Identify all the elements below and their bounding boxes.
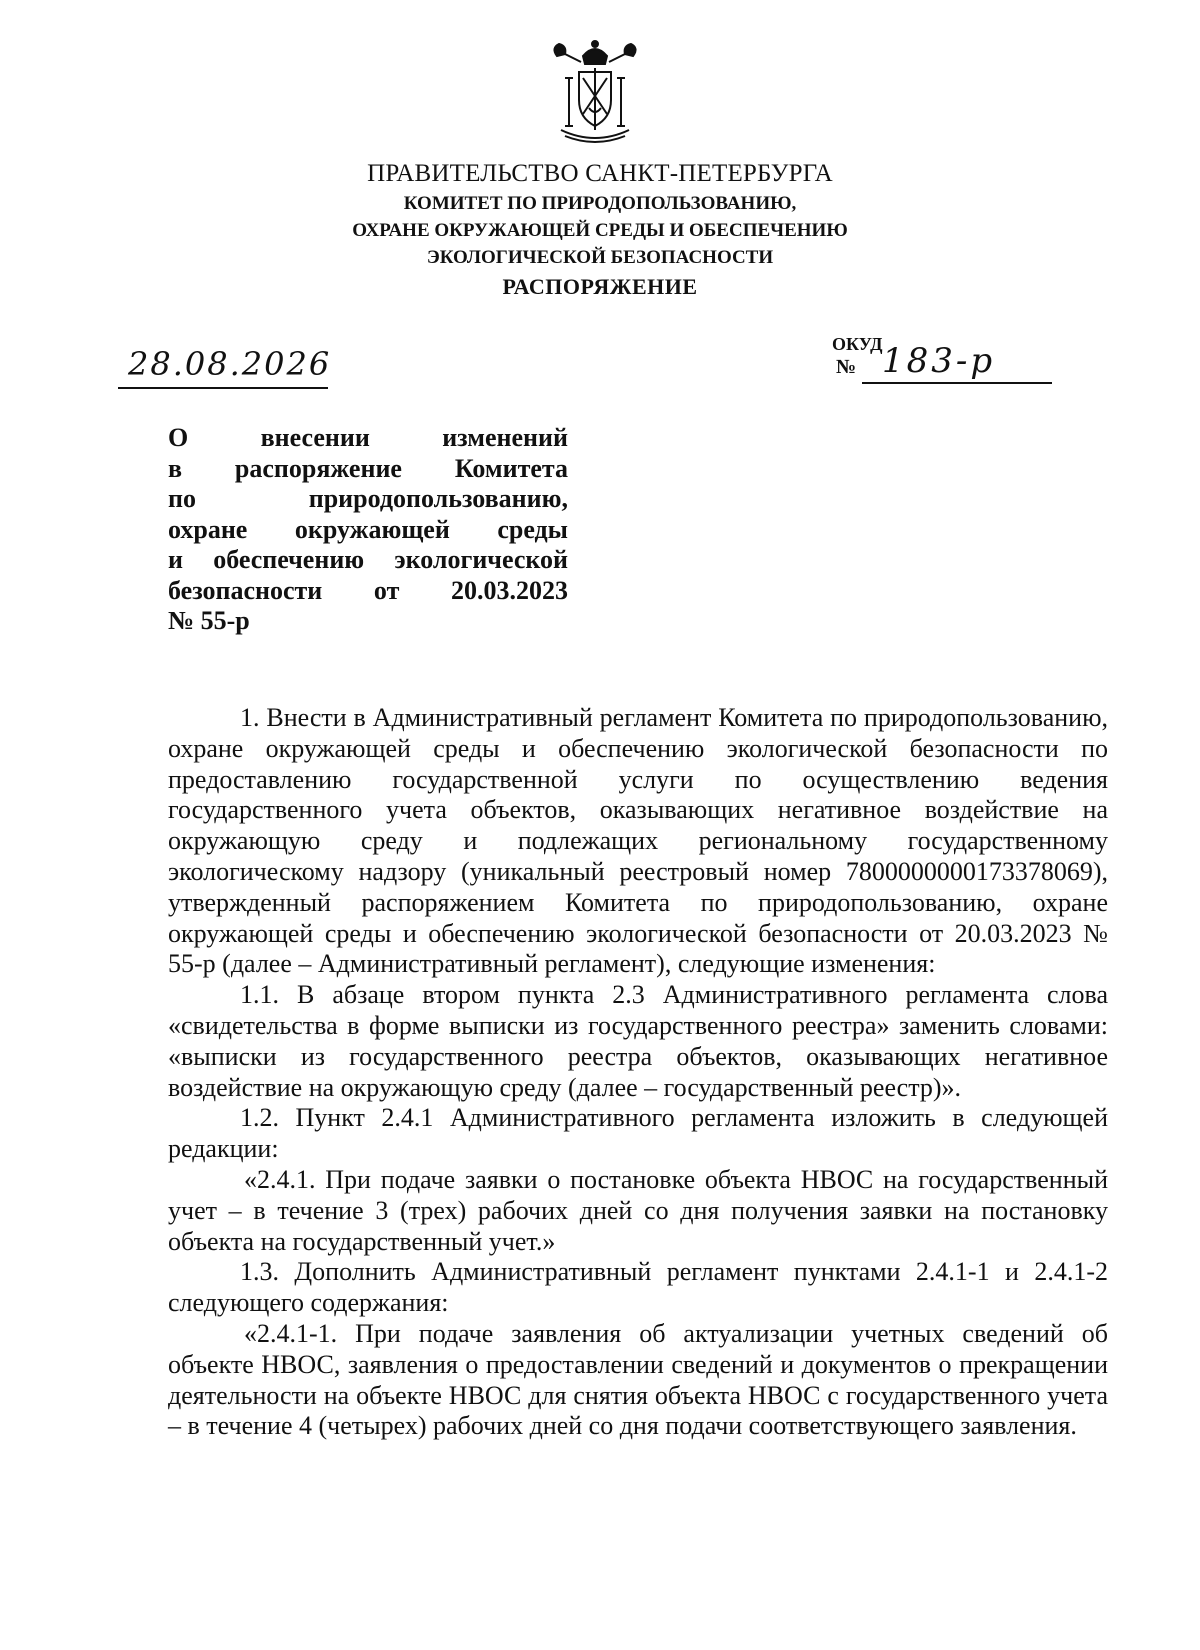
title-word: 20.03.2023 (450, 575, 568, 605)
title-line (168, 515, 568, 546)
document-title (168, 423, 568, 637)
title-word: природопользованию, (308, 484, 568, 513)
document-date-field (118, 345, 332, 389)
title-word: Комитета (454, 453, 568, 483)
title-line (168, 484, 568, 515)
title-word: по (168, 484, 196, 513)
title-word: экологической (394, 545, 568, 574)
title-word: изменений (442, 423, 568, 452)
number-label: № (836, 356, 857, 378)
body-paragraph: 1. Внести в Административный регламент Комитета по природопользованию, охране окружающей среды и обеспечению экологической безопасности по предоставлению государственной услуги по осуществлению ведения государственного учета объектов, оказывающих негативное воздействие на окружающую среду и подлежащих региональному государственному экологическому надзору (уникальный реестровый номер 7800000000173378069), утвержденный распоряжением Комитета по природопользованию, охране окружающей среды и обеспечению экологической безопасности от 20.03.2023 № 55-р (далее – Административный регламент), следующие изменения: (168, 703, 1108, 979)
title-word: внесении (260, 423, 370, 452)
title-line (168, 423, 568, 454)
title-word: и (168, 545, 183, 574)
title-line (168, 545, 568, 576)
title-word: распоряжение (234, 453, 402, 483)
document-type: РАСПОРЯЖЕНИЕ (502, 274, 698, 299)
title-line (168, 606, 568, 637)
document-number: 183-р (882, 341, 996, 381)
title-word: в (168, 453, 183, 483)
title-word: безопасности (168, 575, 323, 605)
okud-label: ОКУД (832, 334, 883, 354)
title-word: охране (168, 514, 248, 544)
body-paragraph: «2.4.1-1. При подаче заявления об актуализации учетных сведений об объекте НВОС, заявления о предоставлении сведений и документов о прекращении деятельности на объекте НВОС для снятия объекта НВОС с государственного учета – в течение 4 (четырех) рабочих дней со дня подачи соответствующего заявления. (168, 1318, 1108, 1441)
title-word: О (168, 423, 189, 452)
body-paragraph: «2.4.1. При подаче заявки о постановке объекта НВОС на государственный учет – в течение 3 (трех) рабочих дней со дня получения заявки на постановку объекта на государственный учет.» (168, 1164, 1108, 1256)
document-number-field (862, 341, 1052, 384)
committee-name-line-3: ЭКОЛОГИЧЕСКОЙ БЕЗОПАСНОСТИ (426, 247, 774, 268)
title-word: обеспечению (213, 545, 365, 574)
title-word: № 55-р (168, 606, 250, 635)
body-paragraph: 1.2. Пункт 2.4.1 Административного регламента изложить в следующей редакции: (168, 1103, 1108, 1164)
coat-of-arms-emblem (545, 38, 645, 148)
body-paragraph: 1.3. Дополнить Административный регламент пунктами 2.4.1-1 и 2.4.1-2 следующего содержания: (168, 1257, 1108, 1318)
committee-name-line-1: КОМИТЕТ ПО ПРИРОДОПОЛЬЗОВАНИЮ, (403, 193, 797, 214)
document-date: 28.08.2026 (128, 345, 332, 383)
body-paragraph: 1.1. В абзаце втором пункта 2.3 Административного регламента слова «свидетельства в форме выписки из государственного реестра» заменить словами: «выписки из государственного реестра объектов, оказывающих негативное воздействие на окружающую среду (далее – государственный реестр)». (168, 980, 1108, 1102)
committee-name-line-2: ОХРАНЕ ОКРУЖАЮЩЕЙ СРЕДЫ И ОБЕСПЕЧЕНИЮ (352, 220, 848, 241)
title-word: среды (497, 514, 568, 544)
title-word: от (373, 575, 400, 605)
document-body (168, 703, 1108, 1442)
title-line (168, 454, 568, 485)
title-line (168, 576, 568, 607)
title-word: окружающей (294, 514, 450, 544)
government-name: ПРАВИТЕЛЬСТВО САНКТ-ПЕТЕРБУРГА (367, 160, 833, 187)
